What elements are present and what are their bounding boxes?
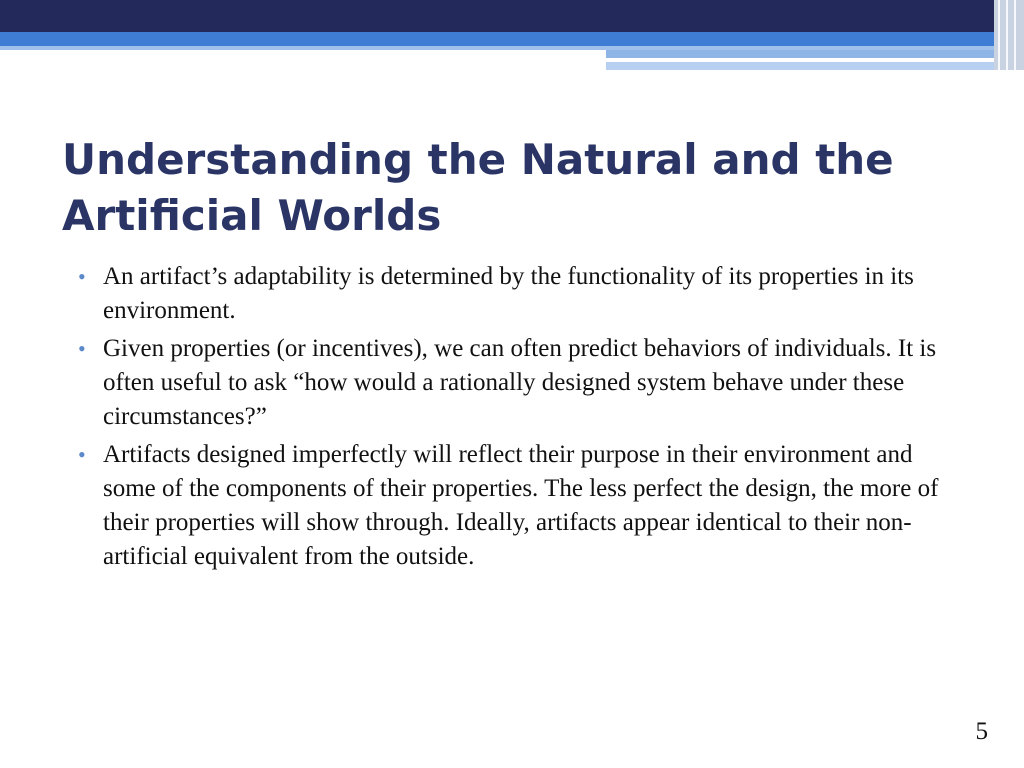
header-stripe: [1006, 0, 1008, 70]
bullet-marker: •: [78, 442, 86, 467]
bullet-item: [78, 332, 958, 434]
header-accent-bar: [606, 50, 1024, 58]
bullet-text: Artifacts designed imperfectly will reflect their purpose in their environment and some of the components of their properties. The less perfect the design, the more of their properties will show through. Ideally, artifacts appear identical to their non-artificial equivalent from the outside.: [103, 441, 939, 570]
bullet-list: [78, 260, 958, 578]
bullet-item: [78, 260, 958, 328]
bullet-text: An artifact’s adaptability is determined by the functionality of its properties in its environment.: [103, 263, 914, 324]
bullet-text: Given properties (or incentives), we can often predict behaviors of individuals. It is often useful to ask “how would a rationally designed system behave under these circumstances?”: [103, 335, 937, 430]
header-band-dark: [0, 0, 1024, 32]
page-number: 5: [975, 718, 988, 745]
bullet-marker: •: [78, 336, 86, 361]
header-stripe: [1014, 0, 1016, 70]
header-accent-bar-lower: [606, 62, 1024, 70]
bullet-marker: •: [78, 264, 86, 289]
bullet-item: [78, 438, 958, 574]
slide-title: Understanding the Natural and the Artificial Worlds: [62, 135, 894, 240]
header-stripe: [998, 0, 1000, 70]
header-band-blue: [0, 32, 1024, 46]
